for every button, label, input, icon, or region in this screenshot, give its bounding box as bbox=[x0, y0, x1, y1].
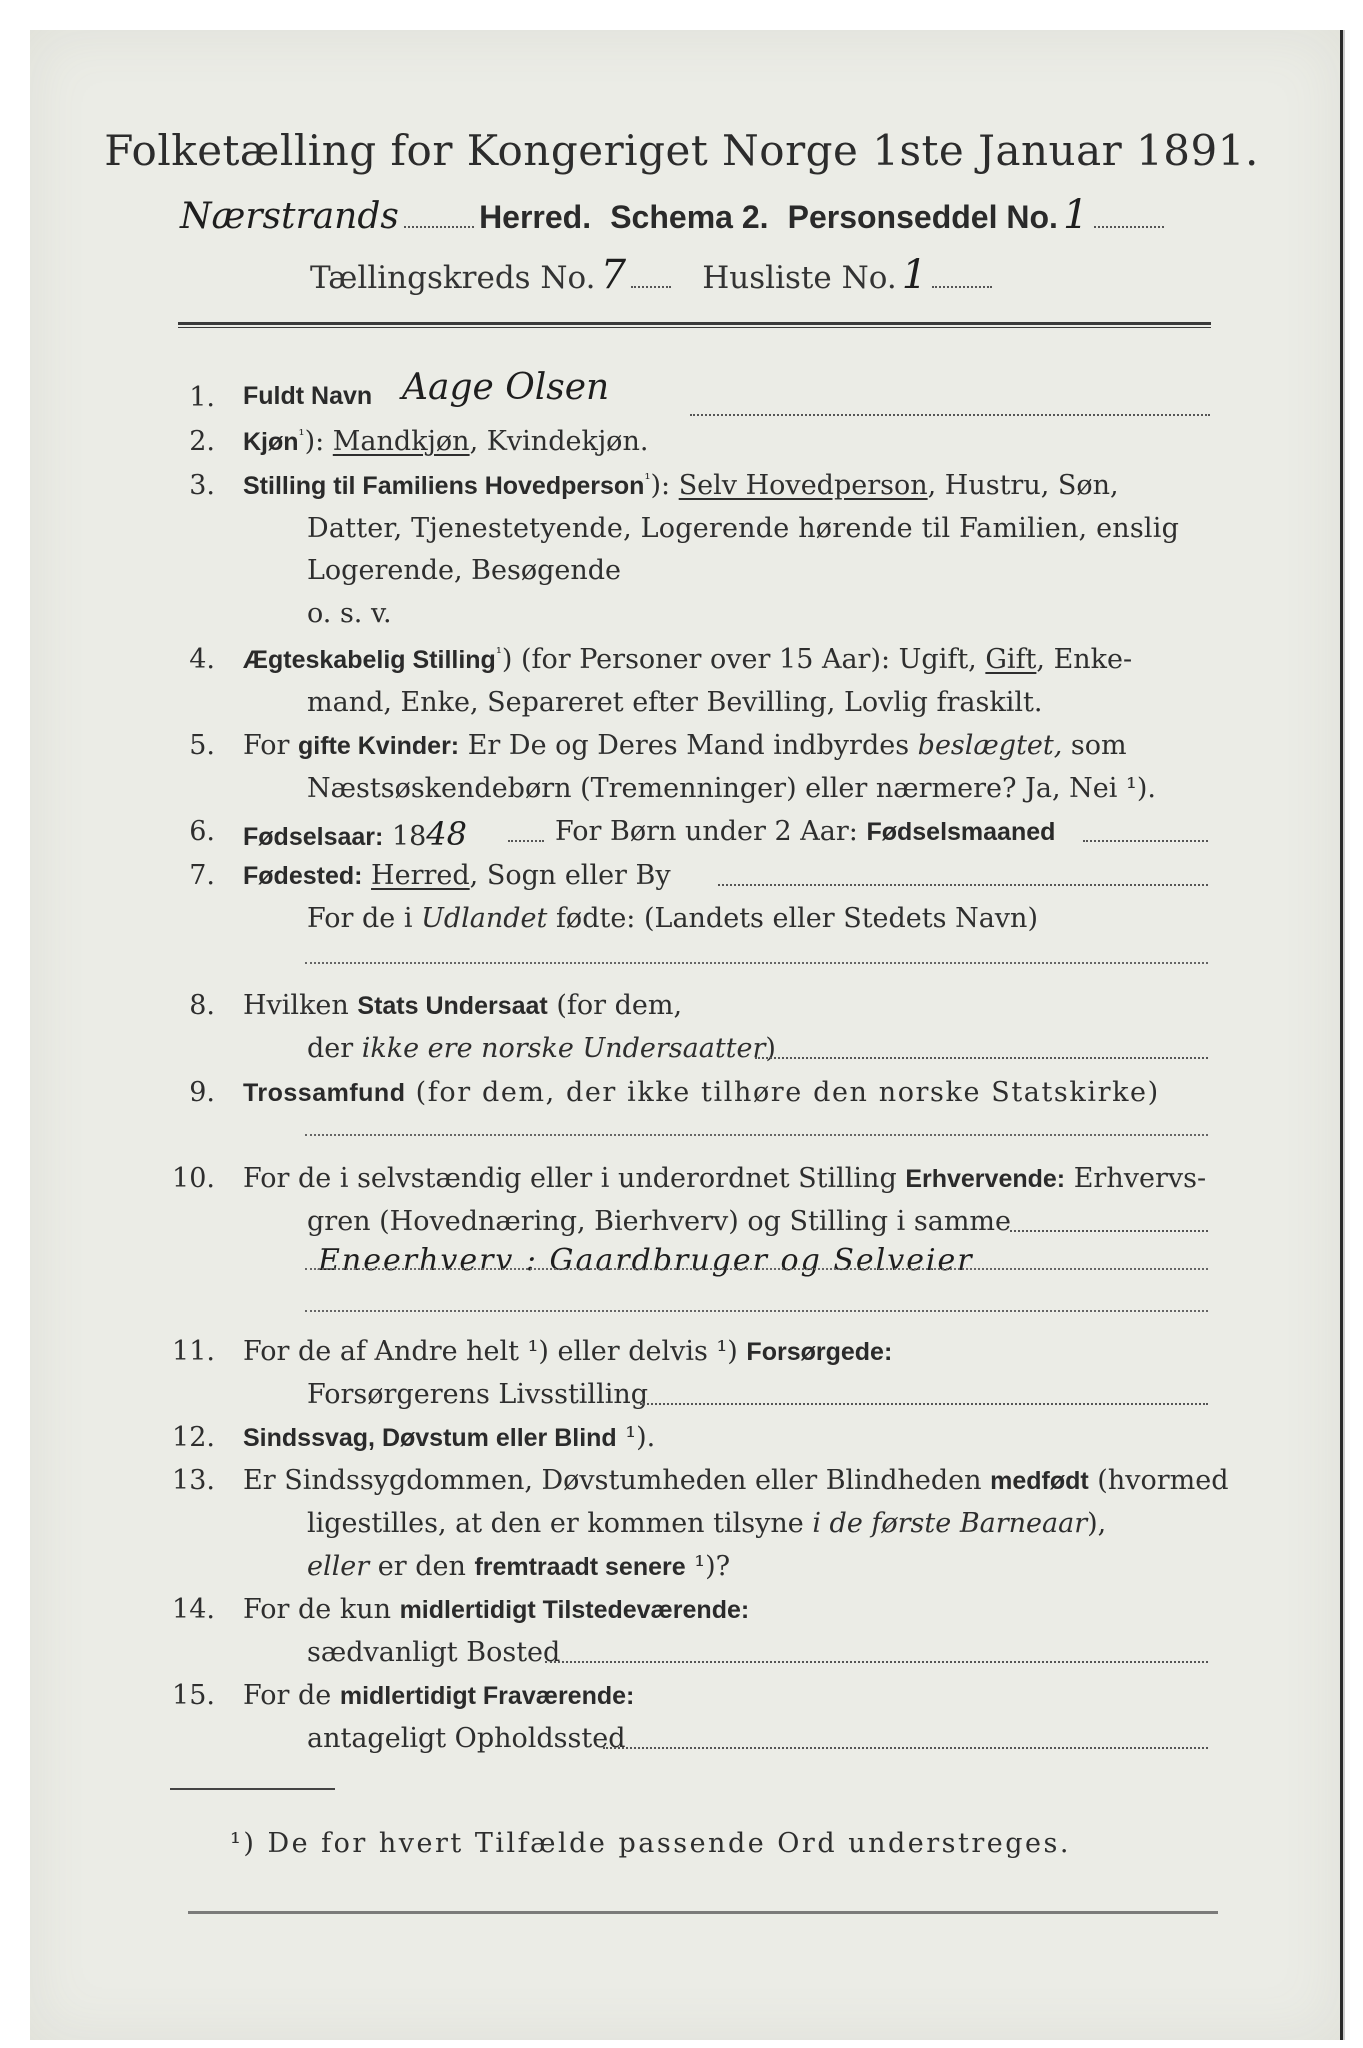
kreds-label: Tællingskreds No. bbox=[310, 260, 596, 296]
husliste-number: 1 bbox=[901, 252, 928, 298]
personseddel-label: Personseddel No. bbox=[787, 199, 1058, 235]
personseddel-number: 1 bbox=[1063, 192, 1089, 238]
footnote: ¹) De for hvert Tilfælde passende Ord understreges. bbox=[230, 1828, 1071, 1859]
occupation-handwritten: Eneerhverv : Gaardbruger og Selveier bbox=[318, 1243, 974, 1278]
header-rule bbox=[178, 322, 1211, 325]
header-line-kreds bbox=[310, 252, 992, 298]
footnote-rule bbox=[170, 1788, 335, 1790]
sex-selected-option: Mandkjøn bbox=[332, 426, 470, 457]
herred-name-handwritten: Nærstrands bbox=[180, 196, 399, 237]
item-1-label: Fuldt Navn bbox=[243, 382, 373, 410]
bottom-rule bbox=[188, 1911, 1218, 1914]
kreds-number: 7 bbox=[600, 252, 627, 298]
birthplace-selected: Herred bbox=[371, 860, 470, 891]
header-line-herred bbox=[180, 192, 1164, 238]
schema-label: Schema 2. bbox=[610, 199, 769, 235]
husliste-label: Husliste No. bbox=[702, 260, 897, 296]
marital-status-selected: Gift bbox=[985, 644, 1037, 675]
full-name-handwritten: Aage Olsen bbox=[402, 367, 610, 408]
herred-label: Herred. bbox=[479, 199, 592, 235]
family-position-selected: Selv Hovedperson bbox=[678, 470, 928, 501]
form-title: Folketælling for Kongeriget Norge 1ste Januar 1891. bbox=[104, 126, 1259, 175]
birth-year-handwritten: 48 bbox=[426, 815, 468, 853]
